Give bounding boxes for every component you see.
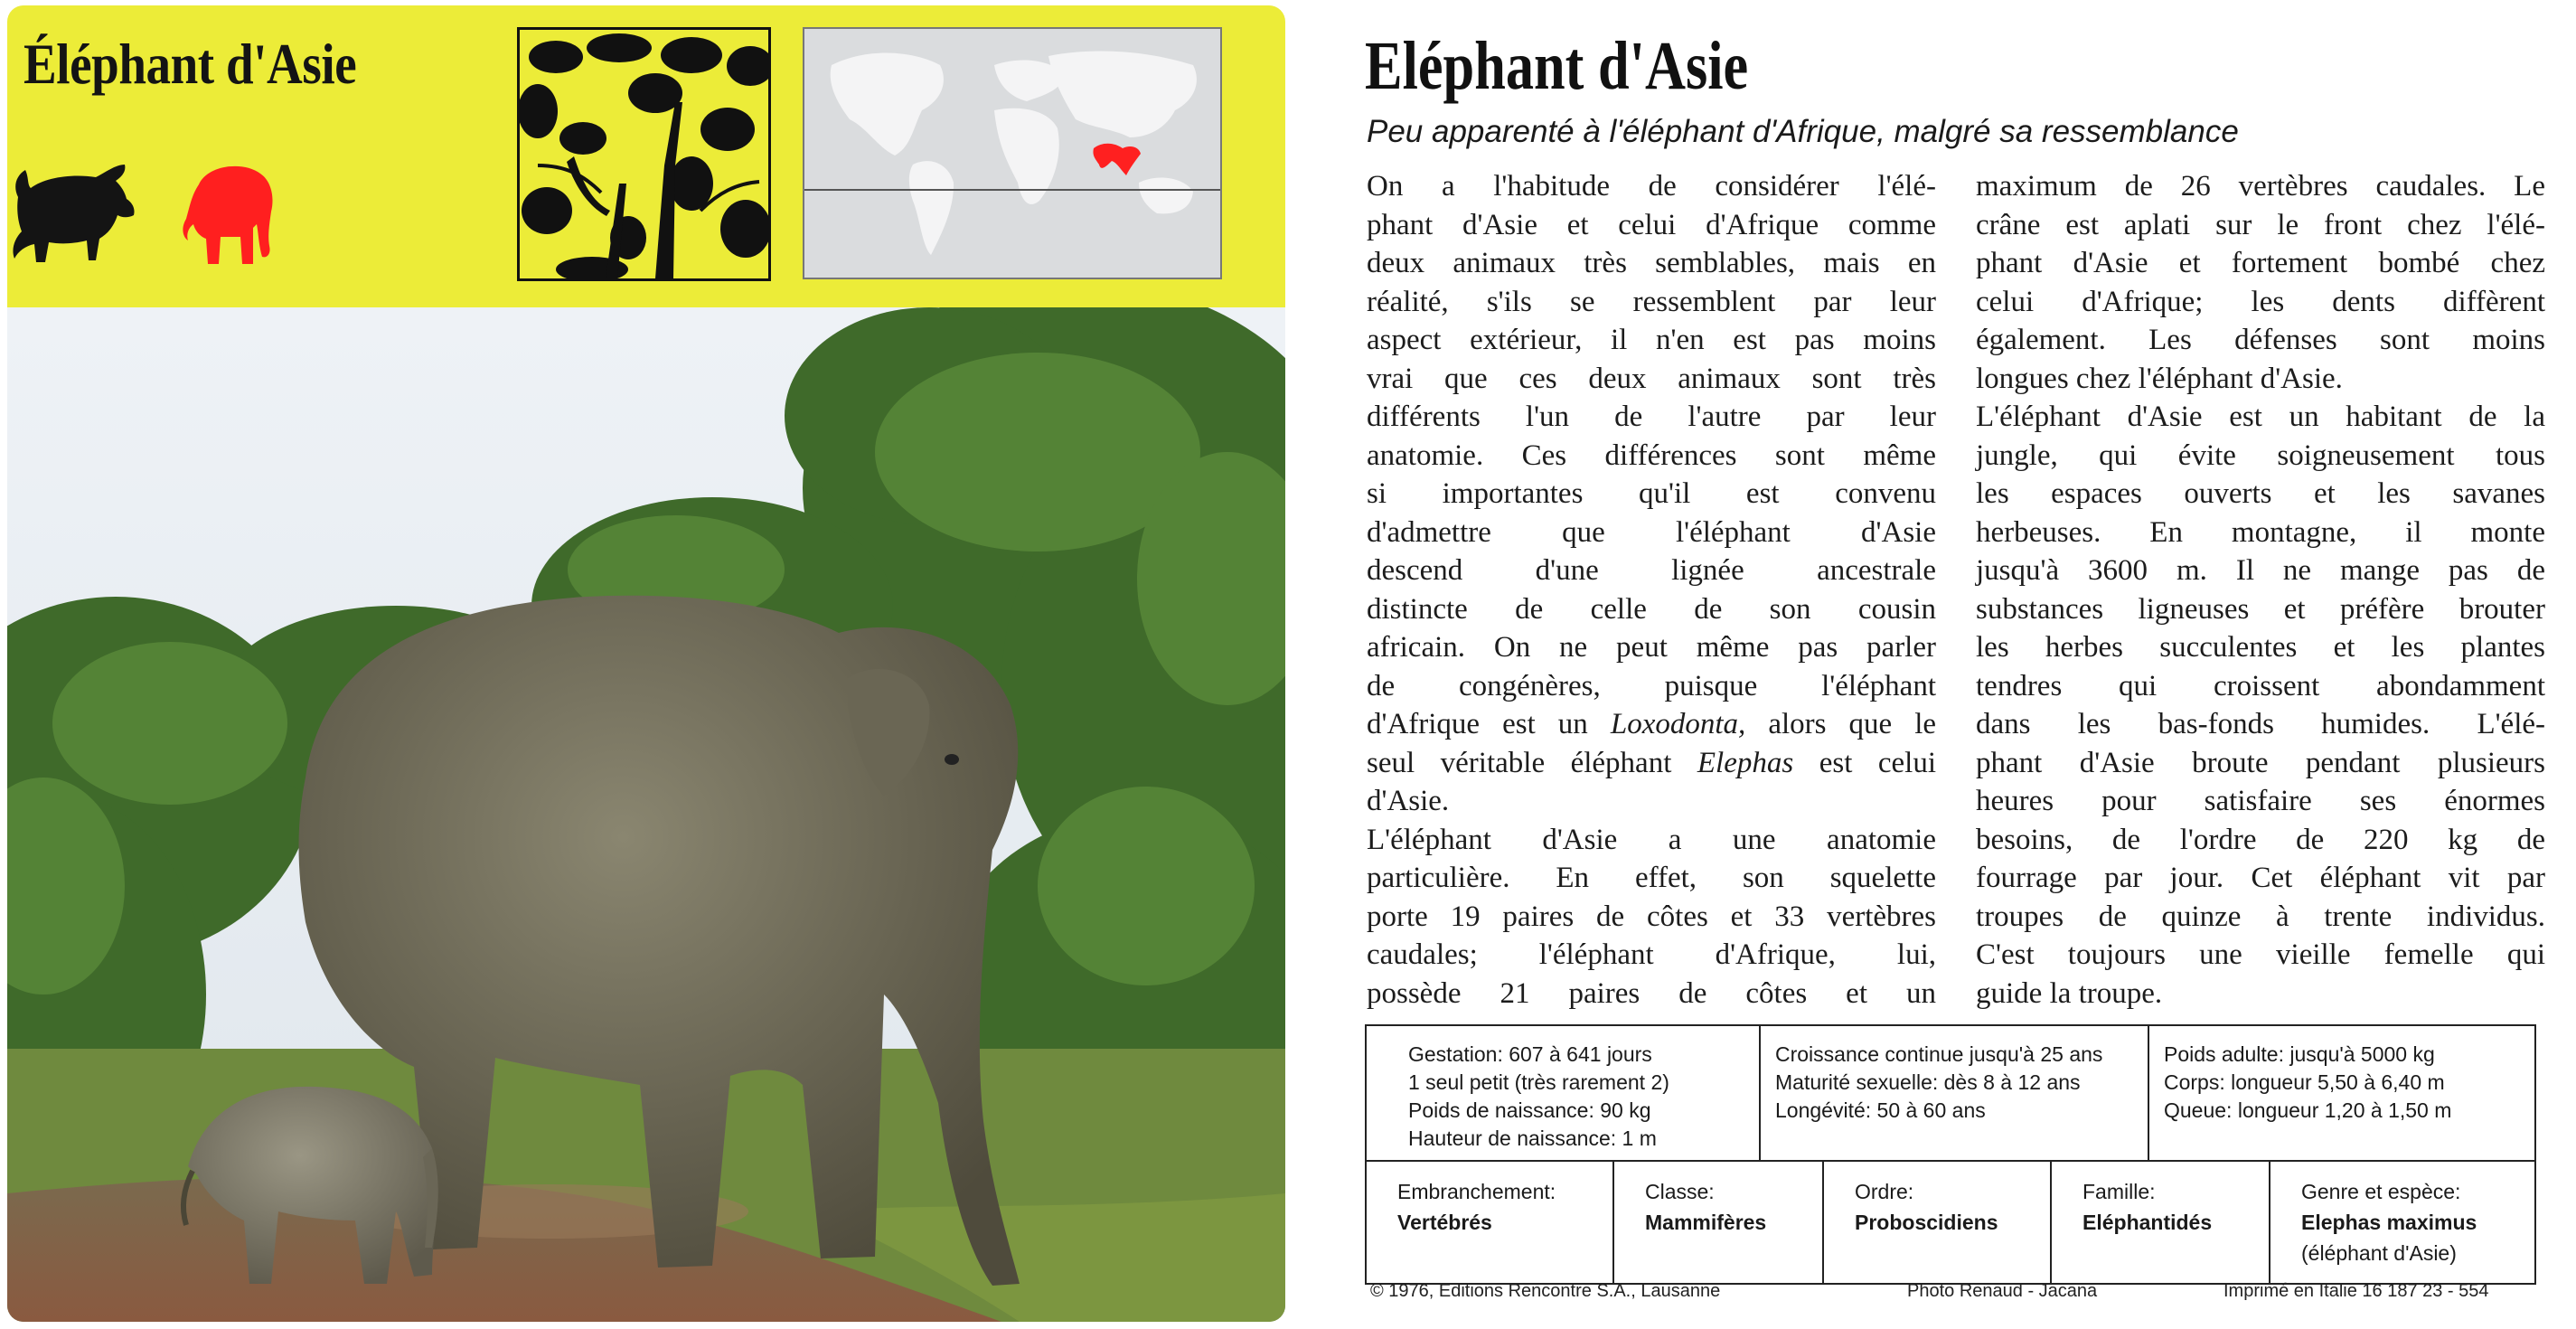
card-title: Éléphant d'Asie <box>24 32 357 96</box>
text-line: deux animaux très semblables, mais en <box>1367 247 1936 279</box>
species-card <box>7 5 1285 1322</box>
text-line: dans les bas-fonds humides. L'élé- <box>1976 708 2545 740</box>
text-line: jungle, qui évite soigneusement tous <box>1976 438 2545 472</box>
text-line: phant d'Asie et celui d'Afrique comme <box>1367 208 1936 241</box>
fact-line: Longévité: 50 à 60 ans <box>1775 1098 1986 1122</box>
facts-growth <box>1761 1026 2149 1160</box>
text-line: crâne est aplati sur le front chez l'élé- <box>1976 208 2545 241</box>
text-line: différents l'un de l'autre par leur <box>1367 401 1936 433</box>
taxon-label: Famille: <box>2082 1180 2156 1203</box>
text-line: troupes de quinze à trente individus. <box>1976 900 2545 933</box>
elephant-icon <box>181 157 277 271</box>
facts-row-biology <box>1367 1026 2534 1162</box>
text-span: seul véritable éléphant <box>1367 746 1697 779</box>
text-line: tendres qui croissent abondamment <box>1976 669 2545 702</box>
text-line <box>1367 705 1936 744</box>
text-line: d'Asie. <box>1367 785 1450 817</box>
text-line: africain. On ne peut même pas parler <box>1367 631 1936 664</box>
print-info: Imprimé en Italie 16 187 23 - 554 <box>2223 1281 2489 1301</box>
taxon-label: Genre et espèce: <box>2301 1180 2461 1203</box>
text-line: de congénères, puisque l'éléphant <box>1367 669 1936 702</box>
taxon-value: Eléphantidés <box>2082 1211 2213 1234</box>
facts-size <box>2149 1026 2538 1160</box>
fact-line: Corps: longueur 5,50 à 6,40 m <box>2164 1070 2445 1094</box>
genus-name: Loxodonta, <box>1610 708 1746 740</box>
taxon-value: Proboscidiens <box>1855 1211 1998 1234</box>
text-line: réalité, s'ils se ressemblent par leur <box>1367 285 1936 318</box>
text-line: porte 19 paires de côtes et 33 vertèbres <box>1367 900 1936 933</box>
fact-line: Queue: longueur 1,20 à 1,50 m <box>2164 1098 2452 1122</box>
text-line: distincte de celle de son cousin <box>1367 592 1936 626</box>
taxon-label: Ordre: <box>1855 1180 1914 1203</box>
facts-reproduction <box>1367 1026 1761 1160</box>
taxon-value: Elephas maximus <box>2301 1211 2477 1234</box>
text-span: alors que le <box>1745 708 1937 740</box>
elephant-photo <box>7 307 1285 1322</box>
text-line: herbeuses. En montagne, il monte <box>1976 515 2545 549</box>
taxon-common-name: (éléphant d'Asie) <box>2301 1241 2457 1265</box>
bull-icon <box>9 150 137 277</box>
text-line: L'éléphant d'Asie est un habitant de la <box>1976 401 2545 433</box>
taxon-value: Mammifères <box>1645 1211 1767 1234</box>
text-line: L'éléphant d'Asie a une anatomie <box>1367 823 1936 856</box>
text-line: anatomie. Ces différences sont même <box>1367 438 1936 472</box>
text-line: également. Les défenses sont moins <box>1976 324 2545 356</box>
fact-line: 1 seul petit (très rarement 2) <box>1408 1070 1669 1094</box>
taxon-label: Classe: <box>1645 1180 1715 1203</box>
text-span: est celui <box>1793 746 1936 779</box>
text-span: d'Afrique est un <box>1367 708 1611 740</box>
text-line: si importantes qu'il est convenu <box>1367 477 1936 510</box>
text-line: descend d'une lignée ancestrale <box>1367 554 1936 587</box>
text-column-right <box>1976 167 2545 1013</box>
text-line: vrai que ces deux animaux sont très <box>1367 362 1936 395</box>
text-column-left <box>1367 167 1936 1013</box>
jungle-habitat-icon <box>517 27 771 281</box>
fact-line: Poids de naissance: 90 kg <box>1408 1098 1651 1122</box>
taxon-value: Vertébrés <box>1397 1211 1492 1234</box>
photo-credit: Photo Renaud - Jacana <box>1907 1281 2098 1301</box>
text-line: caudales; l'éléphant d'Afrique, lui, <box>1367 938 1936 971</box>
fact-line: Hauteur de naissance: 1 m <box>1408 1126 1657 1150</box>
text-line: substances ligneuses et préfère brouter <box>1976 592 2545 626</box>
taxon-species <box>2270 1160 2536 1283</box>
text-line: particulière. En effet, son squelette <box>1367 862 1936 894</box>
text-line: longues chez l'éléphant d'Asie. <box>1976 362 2343 395</box>
text-line: guide la troupe. <box>1976 976 2163 1010</box>
taxon-order <box>1824 1160 2052 1283</box>
taxon-class <box>1614 1160 1824 1283</box>
fact-line: Maturité sexuelle: dès 8 à 12 ans <box>1775 1070 2081 1094</box>
text-line: heures pour satisfaire ses énormes <box>1976 785 2545 817</box>
text-line: les espaces ouverts et les savanes <box>1976 477 2545 510</box>
text-line: aspect extérieur, il n'en est pas moins <box>1367 324 1936 356</box>
taxon-label: Embranchement: <box>1397 1180 1556 1203</box>
page-title: Eléphant d'Asie <box>1365 28 1749 104</box>
text-line: possède 21 paires de côtes et un <box>1367 976 1936 1010</box>
text-line: d'admettre que l'éléphant d'Asie <box>1367 515 1936 549</box>
facts-table <box>1365 1024 2536 1285</box>
genus-name: Elephas <box>1697 746 1794 779</box>
text-line: phant d'Asie et fortement bombé chez <box>1976 247 2545 279</box>
text-line: maximum de 26 vertèbres caudales. Le <box>1976 170 2545 203</box>
fact-line: Poids adulte: jusqu'à 5000 kg <box>2164 1042 2435 1066</box>
text-line: les herbes succulentes et les plantes <box>1976 631 2545 664</box>
text-line <box>1367 744 1936 783</box>
copyright: © 1976, Editions Rencontre S.A., Lausanne <box>1370 1281 1721 1301</box>
text-line: besoins, de l'ordre de 220 kg de <box>1976 823 2545 856</box>
facts-row-taxonomy <box>1367 1160 2534 1283</box>
text-line: celui d'Afrique; les dents diffèrent <box>1976 285 2545 318</box>
taxon-phylum <box>1367 1160 1614 1283</box>
distribution-map <box>803 27 1222 279</box>
fact-line: Croissance continue jusqu'à 25 ans <box>1775 1042 2103 1066</box>
fact-line: Gestation: 607 à 641 jours <box>1408 1042 1652 1066</box>
page-subtitle: Peu apparenté à l'éléphant d'Afrique, malgré sa ressemblance <box>1367 114 2239 149</box>
text-line: C'est toujours une vieille femelle qui <box>1976 938 2545 971</box>
text-line: fourrage par jour. Cet éléphant vit par <box>1976 862 2545 894</box>
text-line: phant d'Asie broute pendant plusieurs <box>1976 746 2545 779</box>
text-line: On a l'habitude de considérer l'élé- <box>1367 170 1936 203</box>
taxon-family <box>2052 1160 2270 1283</box>
text-line: jusqu'à 3600 m. Il ne mange pas de <box>1976 554 2545 587</box>
